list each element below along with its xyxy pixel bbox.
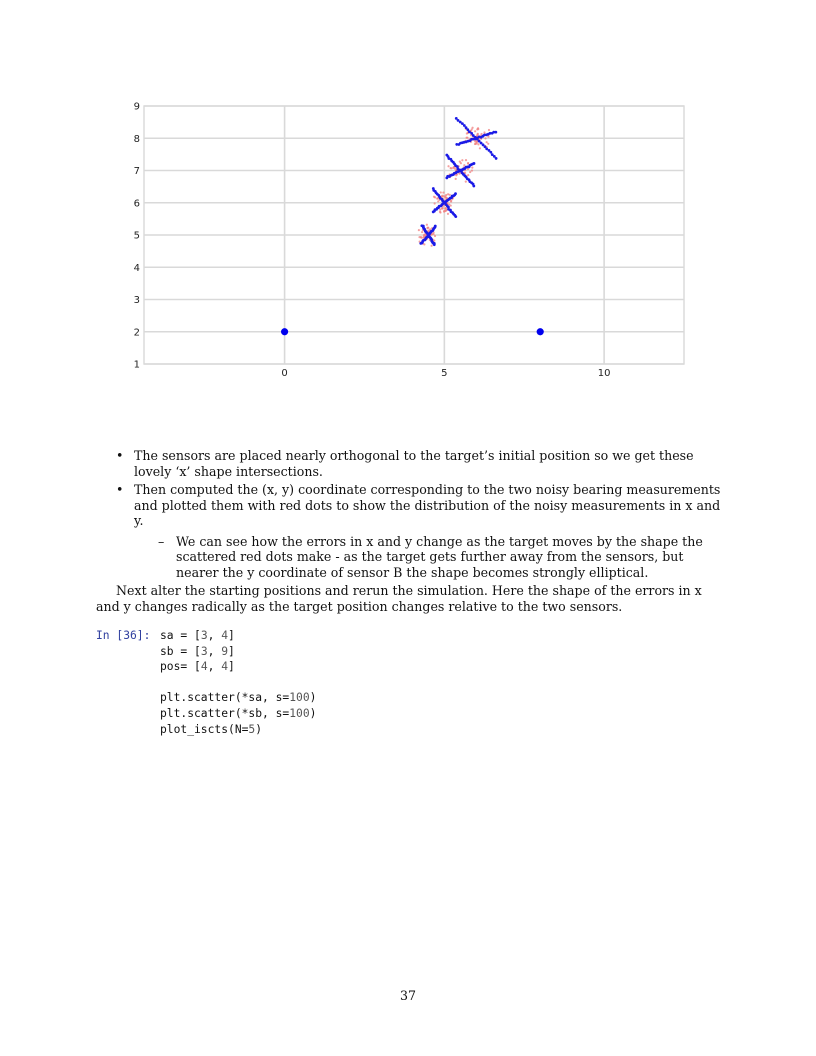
measurement-dot <box>423 243 425 245</box>
body-paragraph: Next alter the starting positions and rerun the simulation. Here the shape of the errors in x and y changes radically as the target position changes relative to the two sensors. <box>96 583 702 614</box>
code-number: 4 <box>221 660 229 674</box>
sub-bullet-text: We can see how the errors in x and y change as the target moves by the shape the scattered red dots make - as the target gets further away from the sensors, but nearer the y coordinate of sensor B the shape becomes strongly elliptical. <box>176 533 703 580</box>
bearing-dot <box>445 154 448 157</box>
measurement-dot <box>437 200 439 202</box>
code-line <box>160 706 316 722</box>
sub-bullet-mark: – <box>158 533 165 549</box>
measurement-dot <box>431 245 433 247</box>
measurement-dot <box>433 196 435 198</box>
measurement-dot <box>426 227 428 229</box>
measurement-dot <box>471 170 473 172</box>
code-number: 9 <box>221 644 229 658</box>
code-number: 4 <box>200 660 208 674</box>
measurement-dot <box>487 143 489 145</box>
code-token: plt.scatter(*sa, s= <box>160 691 290 705</box>
y-tick-label: 8 <box>133 133 140 145</box>
measurement-dot <box>427 230 429 232</box>
measurement-dot <box>466 137 468 139</box>
bearing-dot <box>420 224 423 227</box>
measurement-dot <box>436 198 438 200</box>
measurement-dot <box>461 159 463 161</box>
measurement-dot <box>455 178 457 180</box>
code-number: 100 <box>289 706 310 720</box>
code-token: ] <box>228 629 235 642</box>
y-tick-label: 2 <box>133 327 140 339</box>
measurement-dot <box>439 208 441 210</box>
measurement-dot <box>418 229 420 231</box>
measurement-dot <box>477 133 479 135</box>
measurement-dot <box>474 143 476 145</box>
measurement-dot <box>469 171 471 173</box>
measurement-dot <box>466 132 468 134</box>
measurement-dot <box>467 162 469 164</box>
code-number: 5 <box>248 722 256 736</box>
bullet-item-1 <box>116 448 722 479</box>
bearing-dot <box>432 210 435 213</box>
measurement-dot <box>480 133 482 135</box>
measurement-dot <box>471 167 473 169</box>
code-line <box>160 659 316 675</box>
measurement-dot <box>447 165 449 167</box>
code-line <box>160 628 316 644</box>
code-number: 100 <box>289 691 310 705</box>
y-tick-label: 4 <box>133 262 140 274</box>
measurement-dot <box>477 143 479 145</box>
measurement-dot <box>426 224 428 226</box>
x-tick-label: 10 <box>597 368 611 379</box>
code-line <box>160 644 316 660</box>
measurement-dot <box>460 162 462 164</box>
measurement-dot <box>450 200 452 202</box>
measurement-dot <box>434 235 436 237</box>
code-number: 3 <box>200 644 208 658</box>
code-number: 4 <box>221 629 229 642</box>
code-token: ) <box>309 691 317 705</box>
measurement-dot <box>440 191 442 193</box>
x-tick-label: 5 <box>441 368 448 379</box>
sub-bullet-item <box>158 534 722 581</box>
measurement-dot <box>477 127 479 129</box>
bullet-item-2 <box>116 482 722 529</box>
code-token: plot_iscts(N= <box>160 722 249 736</box>
measurement-dot <box>474 130 476 132</box>
measurement-dot <box>471 128 473 130</box>
bearing-dot <box>455 117 458 120</box>
code-token: plt.scatter(*sb, s= <box>160 706 290 720</box>
bearing-dot <box>445 177 448 180</box>
y-tick-label: 3 <box>133 295 140 306</box>
bearing-dot <box>491 153 494 156</box>
measurement-dot <box>442 191 444 193</box>
code-prompt: In [36]: <box>96 629 151 642</box>
sensor-point <box>537 328 544 335</box>
x-tick-label: 0 <box>281 368 288 379</box>
measurement-dot <box>444 196 446 198</box>
measurement-dot <box>465 181 467 183</box>
code-line <box>160 690 316 706</box>
bearing-dot <box>470 132 473 135</box>
bullet-mark: • <box>116 482 124 497</box>
y-tick-label: 5 <box>133 230 140 242</box>
measurement-dot <box>467 174 469 176</box>
measurement-dot <box>484 137 486 139</box>
measurement-dot <box>421 231 423 233</box>
bullet-text: The sensors are placed nearly orthogonal to the target’s initial position so we get these lovely ‘x’ shape intersections. <box>134 448 694 479</box>
measurement-dot <box>434 202 436 204</box>
code-token: sb = [ <box>160 644 201 658</box>
code-token: ] <box>228 644 235 658</box>
code-line <box>160 675 316 691</box>
code-token: , <box>207 644 222 658</box>
bearing-dot <box>432 187 435 190</box>
code-token: , <box>207 629 222 642</box>
measurement-dot <box>447 213 449 215</box>
y-tick-label: 9 <box>133 101 140 113</box>
y-tick-label: 1 <box>133 359 140 371</box>
bullet-text: Then computed the (x, y) coordinate corresponding to the two noisy bearing measurements and plotted them with red dots to show the distribution of the noisy measurements in x and y. <box>134 482 721 528</box>
code-token: , <box>207 660 222 674</box>
measurement-dot <box>479 147 481 149</box>
measurement-dot <box>486 141 488 143</box>
y-tick-label: 6 <box>133 198 140 210</box>
code-token: ) <box>255 722 263 736</box>
measurement-dot <box>450 204 452 206</box>
sensor-point <box>281 328 288 335</box>
bullet-list <box>116 448 722 580</box>
code-token: ] <box>228 660 235 674</box>
code-lines <box>160 628 316 737</box>
measurement-dot <box>450 167 452 169</box>
code-token: pos= [ <box>160 660 201 674</box>
scatter-plot <box>100 96 700 386</box>
measurement-dot <box>439 211 441 213</box>
bearing-dot <box>455 143 458 146</box>
measurement-dot <box>483 131 485 133</box>
code-line <box>160 722 316 738</box>
page-number: 37 <box>399 988 417 1003</box>
measurement-dot <box>418 236 420 238</box>
bearing-dot <box>419 242 422 245</box>
measurement-dot <box>488 129 490 131</box>
y-tick-label: 7 <box>133 166 140 177</box>
code-number: 3 <box>200 629 208 642</box>
bullet-mark: • <box>116 448 124 463</box>
measurement-dot <box>449 194 451 196</box>
measurement-dot <box>463 164 465 166</box>
measurement-dot <box>465 159 467 161</box>
measurement-dot <box>443 211 445 213</box>
code-token: sa = [ <box>160 629 201 642</box>
measurement-dot <box>444 207 446 209</box>
measurement-dot <box>454 167 456 169</box>
bearing-dot <box>488 149 491 152</box>
code-token: ) <box>309 706 317 720</box>
